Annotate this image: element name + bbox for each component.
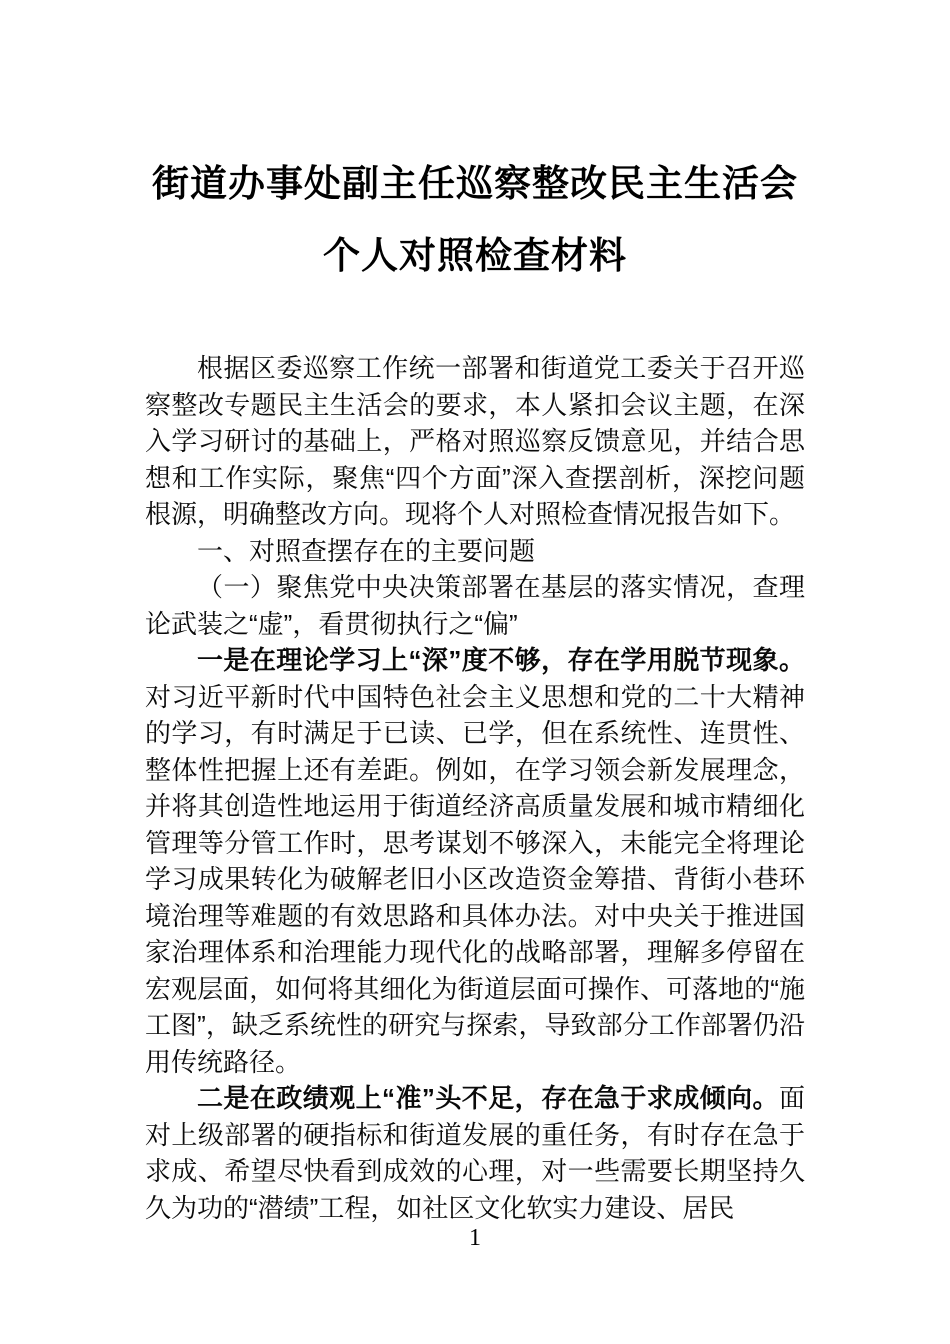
paragraph-text: 根据区委巡察工作统一部署和街道党工委关于召开巡察整改专题民主生活会的要求，本人紧扣会议主题，在深入学习研讨的基础上，严格对照巡察反馈意见，并结合思想和工作实际，聚焦“四个方面”深入查摆剖析，深挖问题根源，明确整改方向。现将个人对照检查情况报告如下。 xyxy=(145,353,805,529)
paragraph-text: 面对上级部署的硬指标和街道发展的重任务，有时存在急于求成、希望尽快看到成效的心理，对一些需要长期坚持久久为功的“潜绩”工程，如社区文化软实力建设、居民 xyxy=(145,1083,805,1223)
paragraph-point-2 xyxy=(145,1080,805,1226)
heading-text: （一）聚焦党中央决策部署在基层的落实情况，查理论武装之“虚”，看贯彻执行之“偏” xyxy=(145,572,805,639)
heading-section-1 xyxy=(145,533,805,570)
heading-text: 一、对照查摆存在的主要问题 xyxy=(197,535,536,566)
document-title: 街道办事处副主任巡察整改民主生活会个人对照检查材料 xyxy=(152,163,798,276)
paragraph-lead: 一是在理论学习上“深”度不够，存在学用脱节现象。 xyxy=(197,645,805,675)
heading-subsection-1 xyxy=(145,569,805,642)
paragraph-lead: 二是在政绩观上“准”头不足，存在急于求成倾向。 xyxy=(197,1083,779,1113)
paragraph-text: 对习近平新时代中国特色社会主义思想和党的二十大精神的学习，有时满足于已读、已学，但在系统性、连贯性、整体性把握上还有差距。例如，在学习领会新发展理念，并将其创造性地运用于街道经济高质量发展和城市精细化管理等分管工作时，思考谋划不够深入，未能完全将理论学习成果转化为破解老旧小区改造资金筹措、背街小巷环境治理等难题的有效思路和具体办法。对中央关于推进国家治理体系和治理能力现代化的战略部署，理解多停留在宏观层面，如何将其细化为街道层面可操作、可落地的“施工图”，缺乏系统性的研究与探索，导致部分工作部署仍沿用传统路径。 xyxy=(145,681,805,1077)
paragraph-intro xyxy=(145,350,805,533)
page-number: 1 xyxy=(469,1225,481,1251)
paragraph-point-1 xyxy=(145,642,805,1080)
